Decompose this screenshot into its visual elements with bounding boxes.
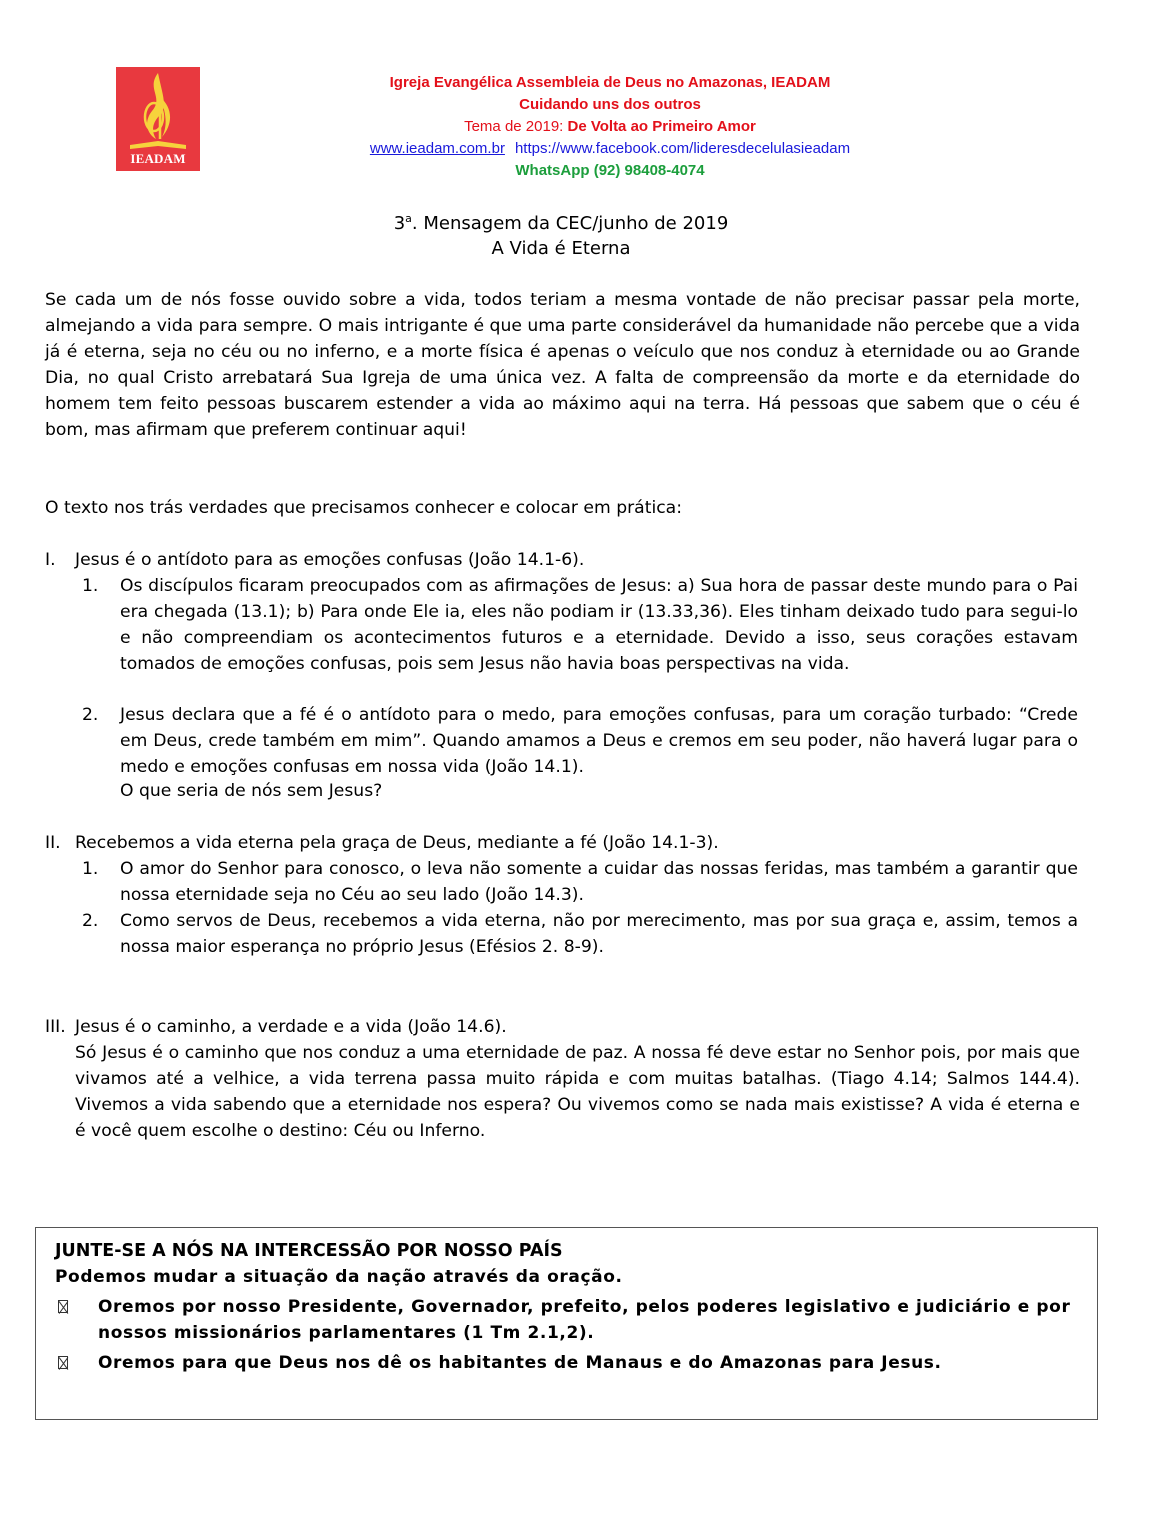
- section-iii-body: Só Jesus é o caminho que nos conduz a uma eternidade de paz. A nossa fé deve estar no Senhor pois, por mais que vivamos até a velhice, a vida terrena passa muito rápida e com muitas batalhas. (Tiago 4.14; Salmos 144.4). Vivemos a vida sabendo que a eternidade nos espera? Ou vivemos como se nada mais existisse? A vida é eterna e é você quem escolhe o destino: Céu ou Inferno.: [75, 1043, 1080, 1141]
- list-item: [82, 702, 1078, 780]
- prayer-bullet: [58, 1350, 1088, 1376]
- section-numeral: III.: [45, 1017, 66, 1037]
- boxed-x-icon: [58, 1300, 68, 1313]
- links-line: [220, 138, 1000, 160]
- theme-line: [220, 116, 1000, 138]
- ieadam-logo: [116, 67, 200, 171]
- intro-paragraph: Se cada um de nós fosse ouvido sobre a vida, todos teriam a mesma vontade de não precisar passar pela morte, almejando a vida para sempre. O mais intrigante é que uma parte considerável da humanidade não percebe que a vida já é eterna, seja no céu ou no inferno, e a morte física é apenas o veículo que nos conduz à eternidade ou ao Grande Dia, no qual Cristo arrebatará Sua Igreja de uma única vez. A falta de compreensão da morte e da eternidade do homem tem feito pessoas buscarem estender a vida ao máximo aqui na terra. Há pessoas que sabem que o céu é bom, mas afirmam que preferem continuar aqui!: [45, 290, 1080, 440]
- section-heading: Jesus é o caminho, a verdade e a vida (João 14.6).: [75, 1017, 507, 1037]
- item-text: Os discípulos ficaram preocupados com as afirmações de Jesus: a) Sua hora de passar deste mundo para o Pai era chegada (13.1); b) Para onde Ele ia, eles não podiam ir (13.33,36). Eles tinham deixado tudo para segui-lo e não compreendiam os acontecimentos futuros e a eternidade. Devido a isso, seus corações estavam tomados de emoções confusas, pois sem Jesus não havia boas perspectivas na vida.: [120, 576, 1078, 674]
- item-number: 2.: [82, 705, 99, 725]
- whatsapp-contact: WhatsApp (92) 98408-4074: [515, 162, 705, 179]
- prayer-bullet-text: Oremos por nosso Presidente, Governador, prefeito, pelos poderes legislativo e judiciário e por nossos missionários parlamentares (1 Tm 2.1,2).: [98, 1297, 1071, 1343]
- section-iii-heading: [45, 1014, 1080, 1040]
- item-number: 2.: [82, 911, 99, 931]
- item-number: 1.: [82, 859, 99, 879]
- prayer-box-subtitle: Podemos mudar a situação da nação através da oração.: [55, 1267, 623, 1287]
- message-title: [0, 211, 1122, 236]
- ordinal-number: 3: [393, 213, 406, 234]
- message-subtitle: A Vida é Eterna: [491, 238, 631, 259]
- motto: Cuidando uns dos outros: [519, 96, 701, 113]
- website-link[interactable]: www.ieadam.com.br: [369, 140, 505, 157]
- theme-prefix: Tema de 2019:: [464, 118, 568, 135]
- list-item: [82, 856, 1078, 908]
- closing-question: O que seria de nós sem Jesus?: [120, 781, 383, 801]
- prayer-bullet-text: Oremos para que Deus nos dê os habitantes de Manaus e do Amazonas para Jesus.: [98, 1353, 942, 1373]
- lead-paragraph: O texto nos trás verdades que precisamos conhecer e colocar em prática:: [45, 498, 682, 518]
- prayer-box: [35, 1227, 1098, 1420]
- list-item: [82, 908, 1078, 960]
- item-number: 1.: [82, 576, 99, 596]
- boxed-x-icon: [58, 1356, 68, 1369]
- logo-label: IEADAM: [130, 151, 186, 166]
- facebook-link[interactable]: https://www.facebook.com/lideresdecelulasieadam: [514, 140, 851, 157]
- prayer-bullet: [58, 1294, 1088, 1346]
- prayer-box-title: JUNTE-SE A NÓS NA INTERCESSÃO POR NOSSO PAÍS: [55, 1241, 563, 1261]
- section-heading: Jesus é o antídoto para as emoções confusas (João 14.1-6).: [75, 550, 585, 570]
- section-numeral: I.: [45, 550, 56, 570]
- item-text: Jesus declara que a fé é o antídoto para o medo, para emoções confusas, para um coração turbado: “Crede em Deus, crede também em mim”. Quando amamos a Deus e cremos em seu poder, não haverá lugar para o medo e emoções confusas em nossa vida (João 14.1).: [120, 705, 1078, 777]
- title-rest: . Mensagem da CEC/junho de 2019: [411, 213, 729, 234]
- item-text: O amor do Senhor para conosco, o leva não somente a cuidar das nossas feridas, mas também a garantir que nossa eternidade seja no Céu ao seu lado (João 14.3).: [120, 859, 1078, 905]
- section-ii-heading: [45, 830, 1080, 856]
- section-numeral: II.: [45, 833, 61, 853]
- list-item: [82, 573, 1078, 677]
- section-i-heading: [45, 547, 1080, 573]
- ordinal-superscript: a: [405, 212, 412, 225]
- section-heading: Recebemos a vida eterna pela graça de Deus, mediante a fé (João 14.1-3).: [75, 833, 719, 853]
- church-name: Igreja Evangélica Assembleia de Deus no Amazonas, IEADAM: [389, 74, 831, 91]
- item-text: Como servos de Deus, recebemos a vida eterna, não por merecimento, mas por sua graça e, assim, temos a nossa maior esperança no próprio Jesus (Efésios 2. 8-9).: [120, 911, 1078, 957]
- theme-title: De Volta ao Primeiro Amor: [567, 118, 756, 135]
